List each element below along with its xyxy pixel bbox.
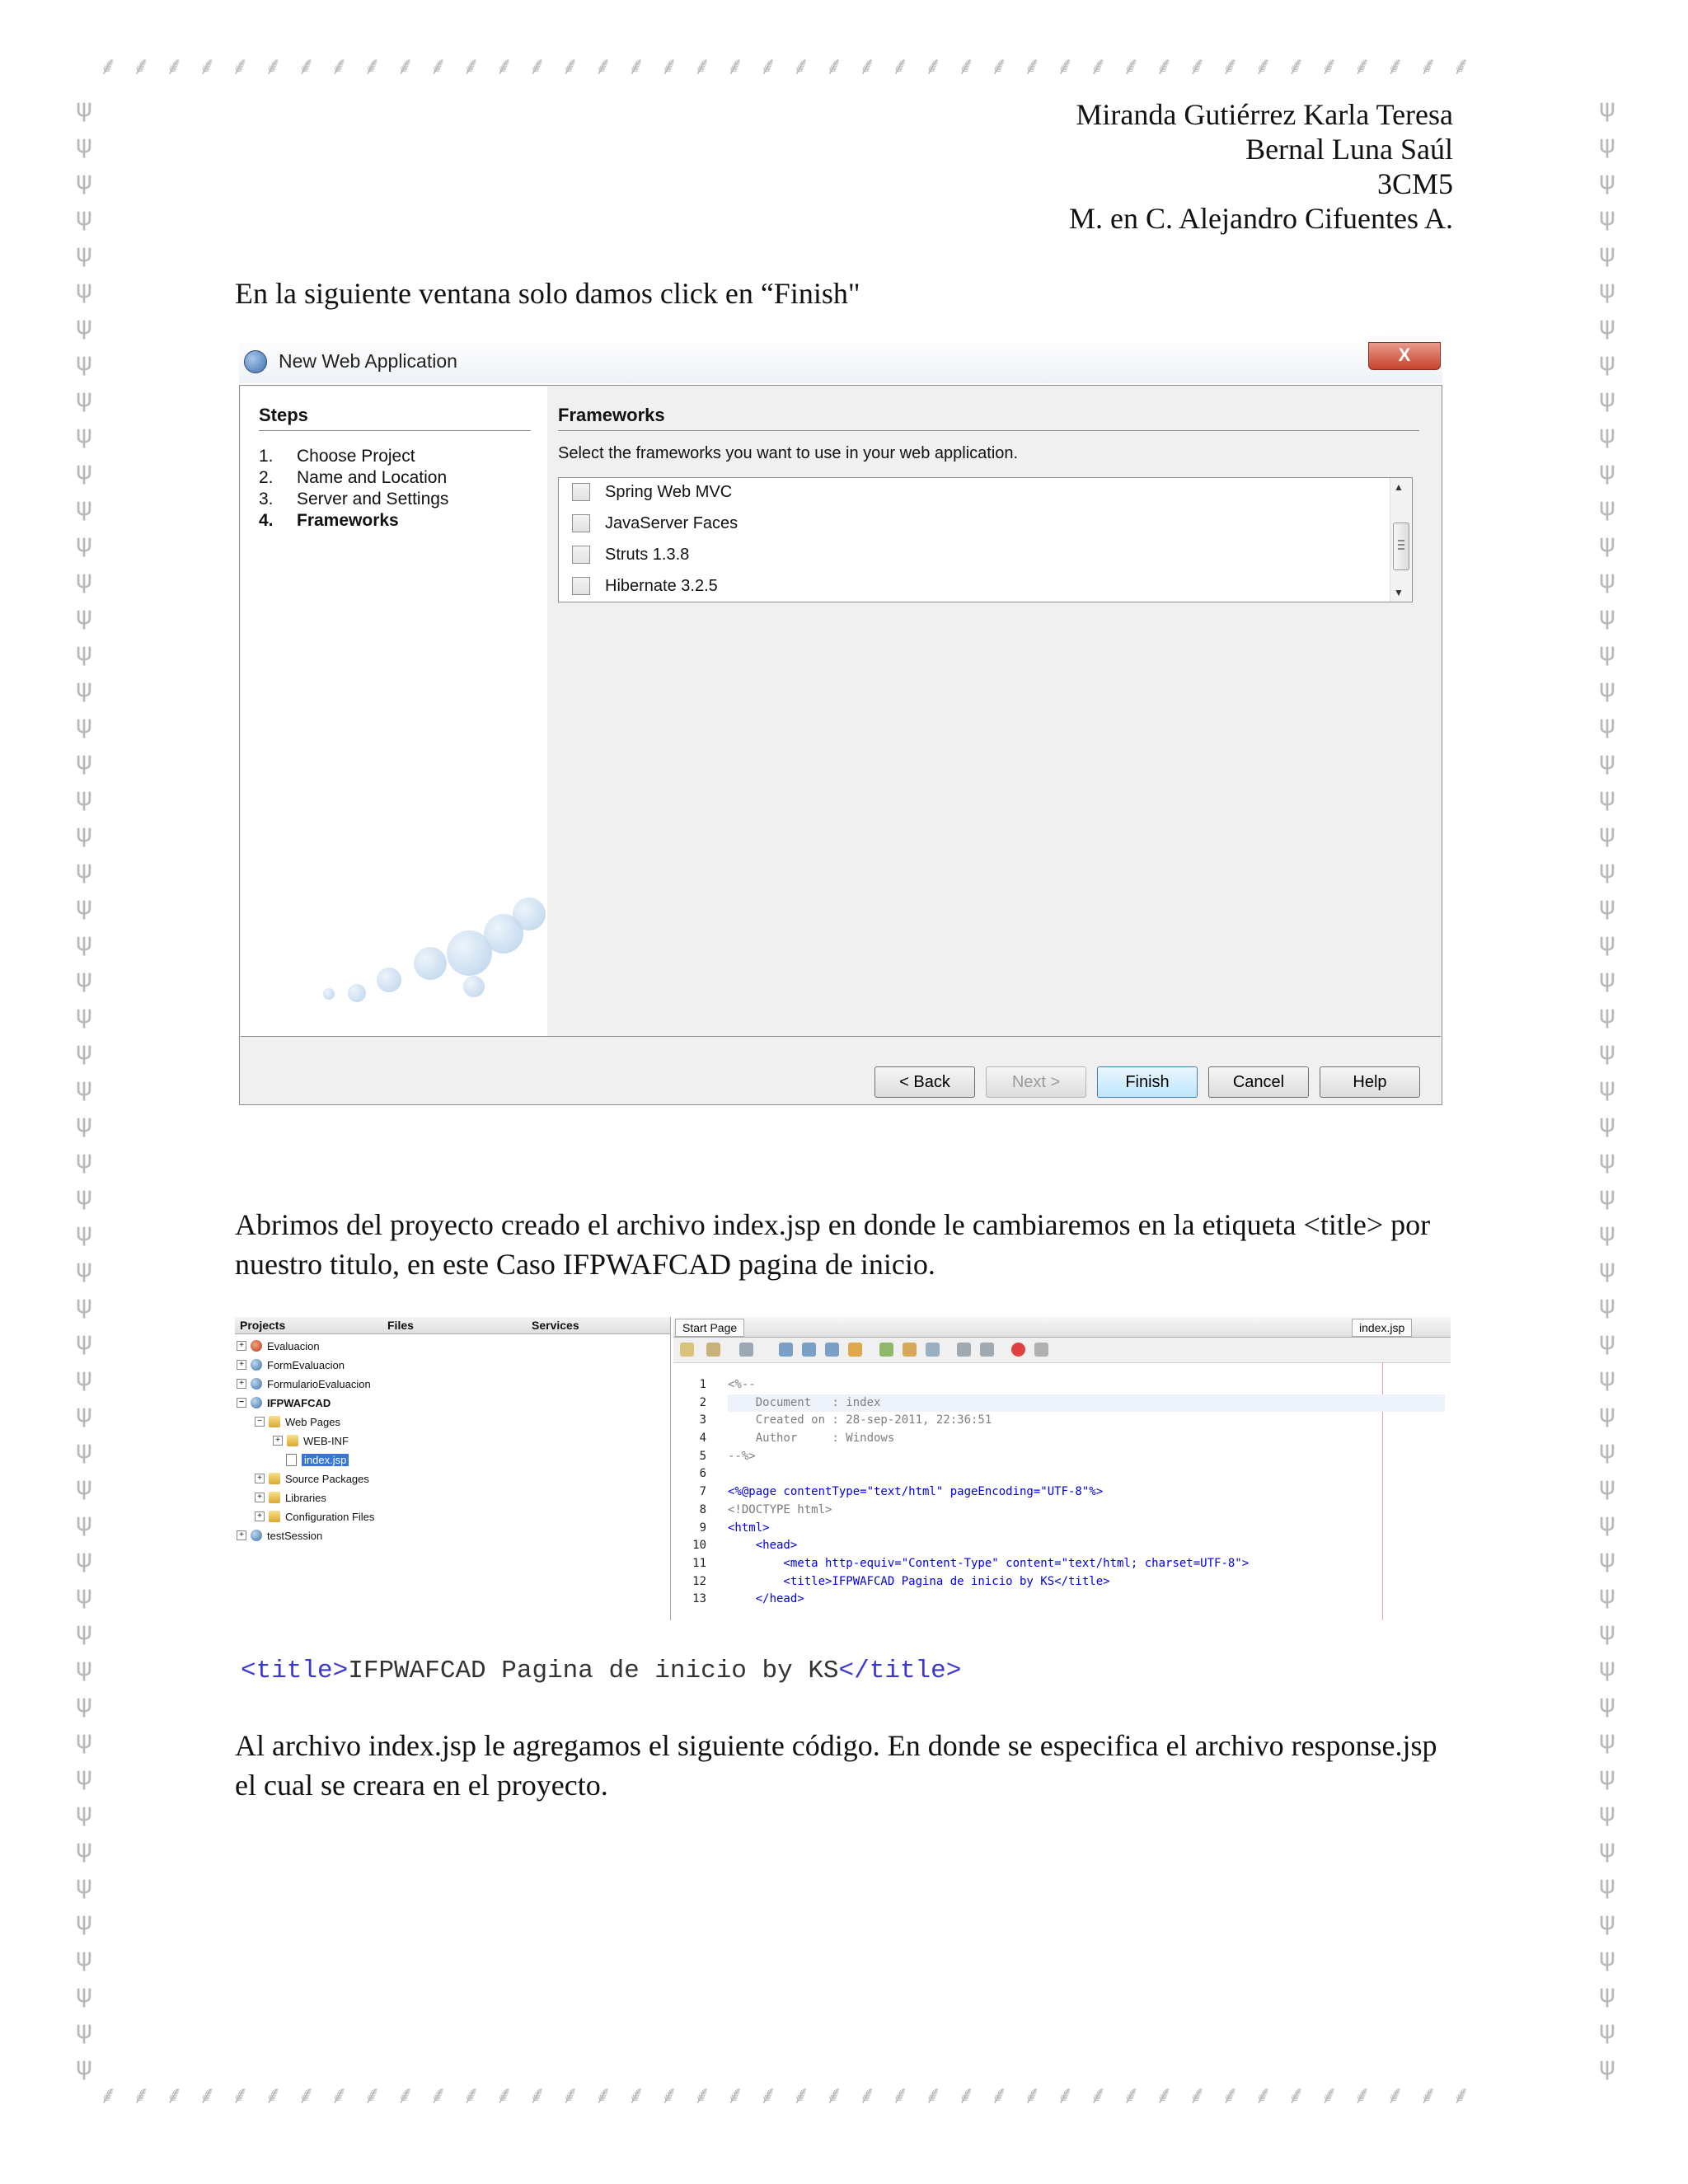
title-tag-snippet: <title>IFPWAFCAD Pagina de inicio by KS</title>: [241, 1657, 962, 1685]
globe-icon: [251, 1378, 262, 1390]
code-line: <!DOCTYPE html>: [728, 1502, 832, 1516]
file-icon: [286, 1454, 297, 1466]
frameworks-panel: [548, 387, 1441, 1036]
code-line: <meta http-equiv="Content-Type" content="text/html; charset=UTF-8">: [728, 1556, 1250, 1570]
code-line: [728, 1465, 1445, 1483]
code-area[interactable]: [673, 1376, 1451, 1620]
step-item: 2. Name and Location: [259, 468, 448, 487]
record-macro-icon[interactable]: [1011, 1343, 1025, 1357]
divider: [241, 1036, 1441, 1037]
code-line: <%@page contentType="text/html" pageEncoding="UTF-8"%>: [728, 1485, 1104, 1499]
tree-item[interactable]: + testSession: [237, 1526, 322, 1544]
step-item: 3. Server and Settings: [259, 490, 449, 509]
code-line: --%>: [728, 1449, 756, 1463]
projects-panel: [235, 1317, 671, 1620]
tab-index-jsp[interactable]: index.jsp: [1352, 1319, 1412, 1337]
netbeans-icon: [244, 350, 267, 373]
tree-item[interactable]: + Evaluacion: [237, 1337, 320, 1355]
divider: [558, 430, 1419, 431]
find-next-icon[interactable]: [825, 1343, 839, 1357]
shift-right-icon[interactable]: [903, 1343, 917, 1357]
tree-item[interactable]: + FormEvaluacion: [237, 1356, 345, 1374]
frameworks-instruction: Select the frameworks you want to use in your web application.: [558, 444, 1019, 462]
history-icon[interactable]: [739, 1343, 753, 1357]
code-line: <title>IFPWAFCAD Pagina de inicio by KS</title>: [728, 1574, 1110, 1588]
new-web-application-dialog: [239, 342, 1442, 1104]
dialog-body: [239, 385, 1442, 1105]
folder-icon: [269, 1492, 280, 1503]
shift-left-icon[interactable]: [879, 1343, 893, 1357]
next-button[interactable]: Next >: [986, 1066, 1086, 1098]
checkbox[interactable]: [572, 483, 590, 501]
frameworks-list: [558, 477, 1413, 602]
scrollbar[interactable]: [1390, 478, 1412, 602]
find-previous-icon[interactable]: [802, 1343, 816, 1357]
tree-item[interactable]: − IFPWAFCAD: [237, 1394, 331, 1412]
decorative-border-bottom: ⸙ ⸙ ⸙ ⸙ ⸙ ⸙ ⸙ ⸙ ⸙ ⸙ ⸙ ⸙ ⸙ ⸙ ⸙ ⸙ ⸙ ⸙ ⸙ ⸙ ⸙ ⸙ ⸙ ⸙ ⸙ ⸙ ⸙ ⸙ ⸙ ⸙ ⸙ ⸙ ⸙ ⸙ ⸙ ⸙ ⸙ ⸙ ⸙ ⸙ ⸙ ⸙: [99, 2081, 1474, 2110]
projects-tabbar: [235, 1317, 670, 1334]
code-editor: [673, 1317, 1451, 1620]
help-button[interactable]: Help: [1320, 1066, 1420, 1098]
tree-item-selected[interactable]: index.jsp: [286, 1451, 349, 1469]
line-number-gutter: 1 2 3 4 5 6 7 8 9 10 11 12 13: [673, 1376, 715, 1620]
back-icon[interactable]: [680, 1343, 694, 1357]
decorative-border-right: ψ ψ ψ ψ ψ ψ ψ ψ ψ ψ ψ ψ ψ ψ ψ ψ ψ ψ ψ ψ ψ ψ ψ ψ ψ ψ ψ ψ ψ ψ ψ ψ ψ ψ ψ ψ ψ ψ ψ ψ ψ ψ ψ ψ ψ ψ ψ ψ ψ ψ ψ ψ ψ ψ ψ: [1599, 94, 1615, 2081]
java-cup-icon: [251, 1340, 262, 1352]
author-name-2: Bernal Luna Saúl: [1245, 133, 1453, 166]
folder-icon: [269, 1416, 280, 1427]
code-line: <head>: [728, 1539, 798, 1553]
code-line: Document : index: [728, 1394, 1445, 1413]
back-button[interactable]: < Back: [874, 1066, 975, 1098]
framework-item[interactable]: Struts 1.3.8: [572, 543, 689, 566]
code-line: Author : Windows: [728, 1432, 895, 1446]
uncomment-icon[interactable]: [980, 1343, 994, 1357]
code-lines: [728, 1376, 1445, 1609]
tree-item[interactable]: + Configuration Files: [255, 1507, 374, 1526]
frameworks-title: Frameworks: [558, 405, 665, 425]
code-line: <html>: [728, 1521, 770, 1535]
dialog-title: New Web Application: [279, 350, 457, 372]
decorative-bubbles: [274, 881, 547, 1036]
framework-item[interactable]: Hibernate 3.2.5: [572, 574, 718, 598]
code-line: <%--: [728, 1378, 756, 1391]
checkbox[interactable]: [572, 546, 590, 564]
dialog-titlebar: [239, 342, 1442, 383]
globe-icon: [251, 1397, 262, 1408]
divider: [259, 430, 531, 431]
comment-icon[interactable]: [957, 1343, 971, 1357]
folder-icon: [287, 1435, 298, 1446]
step-item-current: 4. Frameworks: [259, 511, 399, 530]
globe-icon: [251, 1359, 262, 1371]
cancel-button[interactable]: Cancel: [1208, 1066, 1309, 1098]
teacher-name: M. en C. Alejandro Cifuentes A.: [1069, 202, 1453, 235]
forward-icon[interactable]: [706, 1343, 720, 1357]
tree-item[interactable]: + FormularioEvaluacion: [237, 1375, 371, 1393]
step-item: 1. Choose Project: [259, 447, 415, 466]
tab-projects[interactable]: Projects: [240, 1319, 286, 1332]
stop-macro-icon[interactable]: [1034, 1343, 1048, 1357]
tree-item[interactable]: + WEB-INF: [273, 1432, 349, 1450]
folder-icon: [269, 1511, 280, 1522]
paragraph-finish-instruction: En la siguiente ventana solo damos click en “Finish": [235, 277, 860, 310]
editor-toolbar: [673, 1338, 1451, 1363]
toggle-highlight-icon[interactable]: [848, 1343, 862, 1357]
scroll-up-icon[interactable]: ▲: [1394, 481, 1404, 493]
tree-item[interactable]: + Source Packages: [255, 1469, 369, 1488]
close-button[interactable]: X: [1368, 342, 1441, 370]
globe-icon: [251, 1530, 262, 1541]
finish-button[interactable]: Finish: [1097, 1066, 1198, 1098]
tab-files[interactable]: Files: [387, 1319, 414, 1332]
folder-icon: [269, 1473, 280, 1484]
scroll-thumb[interactable]: [1393, 523, 1409, 570]
code-line: Created on : 28-sep-2011, 22:36:51: [728, 1413, 992, 1427]
steps-title: Steps: [259, 405, 308, 425]
checkbox[interactable]: [572, 514, 590, 532]
scroll-down-icon[interactable]: ▼: [1394, 587, 1404, 598]
author-name-1: Miranda Gutiérrez Karla Teresa: [1076, 98, 1453, 131]
tab-services[interactable]: Services: [532, 1319, 579, 1332]
framework-item[interactable]: JavaServer Faces: [572, 512, 738, 535]
paragraph-add-code: Al archivo index.jsp le agregamos el siguiente código. En donde se especifica el archivo response.jsp el cual se creara en el proyecto.: [235, 1729, 1437, 1802]
tab-start-page[interactable]: Start Page: [675, 1319, 744, 1337]
search-icon[interactable]: [779, 1343, 793, 1357]
tree-item[interactable]: − Web Pages: [255, 1413, 340, 1431]
bookmark-icon[interactable]: [926, 1343, 940, 1357]
decorative-border-left: ψ ψ ψ ψ ψ ψ ψ ψ ψ ψ ψ ψ ψ ψ ψ ψ ψ ψ ψ ψ ψ ψ ψ ψ ψ ψ ψ ψ ψ ψ ψ ψ ψ ψ ψ ψ ψ ψ ψ ψ ψ ψ ψ ψ ψ ψ ψ ψ ψ ψ ψ ψ ψ ψ ψ: [76, 94, 92, 2081]
netbeans-ide-screenshot: [235, 1317, 1451, 1620]
steps-list: [259, 446, 448, 532]
steps-panel: [241, 387, 547, 1036]
editor-tabbar: [673, 1317, 1451, 1338]
group-code: 3CM5: [1376, 167, 1453, 200]
framework-item[interactable]: Spring Web MVC: [572, 480, 732, 504]
document-header: [1069, 97, 1453, 236]
code-line: </head>: [728, 1592, 804, 1606]
paragraph-open-index: Abrimos del proyecto creado el archivo index.jsp en donde le cambiaremos en la etiqueta <title> por nuestro titulo, en este Caso IFPWAFCAD pagina de inicio.: [235, 1208, 1431, 1281]
tree-item[interactable]: + Libraries: [255, 1488, 326, 1507]
decorative-border-top: ⸙ ⸙ ⸙ ⸙ ⸙ ⸙ ⸙ ⸙ ⸙ ⸙ ⸙ ⸙ ⸙ ⸙ ⸙ ⸙ ⸙ ⸙ ⸙ ⸙ ⸙ ⸙ ⸙ ⸙ ⸙ ⸙ ⸙ ⸙ ⸙ ⸙ ⸙ ⸙ ⸙ ⸙ ⸙ ⸙ ⸙ ⸙ ⸙ ⸙ ⸙ ⸙: [99, 52, 1474, 81]
checkbox[interactable]: [572, 577, 590, 595]
